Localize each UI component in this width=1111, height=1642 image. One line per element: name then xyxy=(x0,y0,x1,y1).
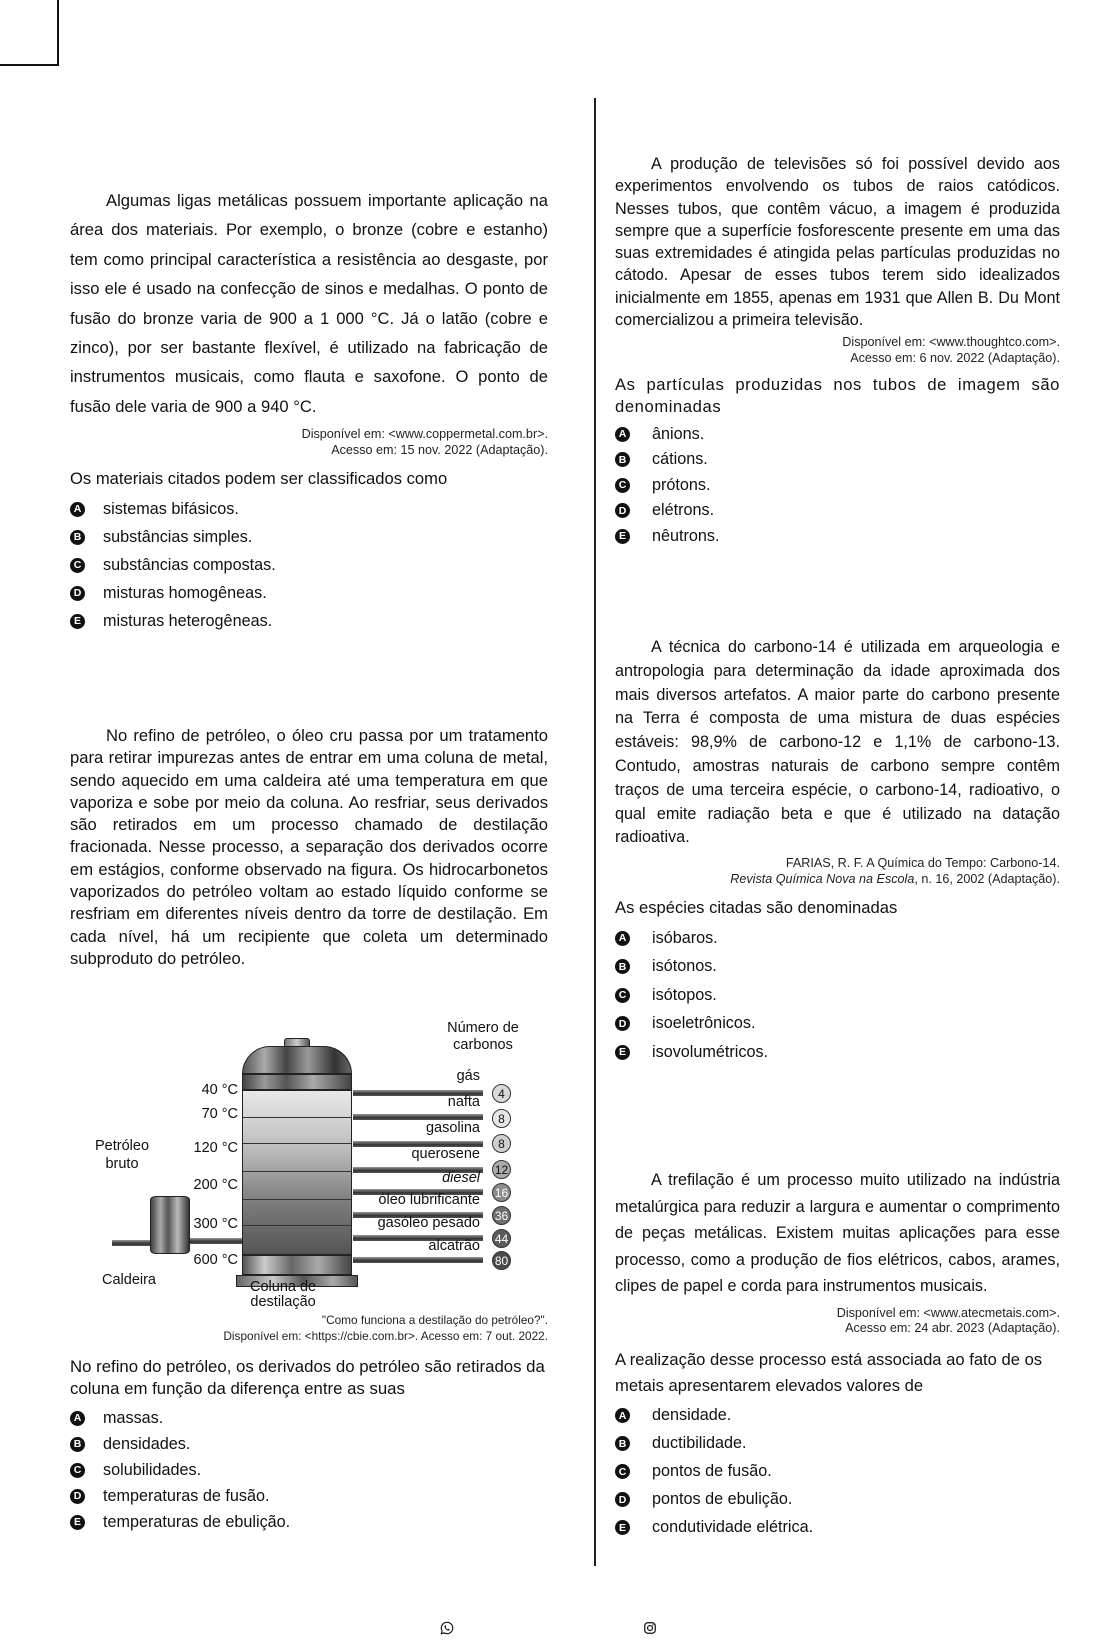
answer-options xyxy=(70,495,548,635)
fraction-label: alcatrão xyxy=(428,1238,480,1254)
column-label: Coluna de destilação xyxy=(250,1279,317,1310)
option-letter-badge: E xyxy=(70,614,85,629)
question-petroleum-refining xyxy=(70,725,548,970)
carbon-count-bubble: 80 xyxy=(492,1251,511,1270)
option-c[interactable] xyxy=(70,1457,548,1483)
question-carbon-14 xyxy=(615,636,1060,1067)
option-e[interactable] xyxy=(615,1038,1060,1067)
option-text: cátions. xyxy=(652,450,708,469)
option-text: isótopos. xyxy=(652,985,717,1004)
boiler-label: Caldeira xyxy=(102,1272,156,1288)
source-line: Revista Química Nova na Escola, n. 16, 2002 (Adaptação). xyxy=(730,871,1060,886)
option-text: sistemas bifásicos. xyxy=(103,499,239,518)
option-letter-badge: B xyxy=(615,452,630,467)
option-b[interactable] xyxy=(70,523,548,551)
question-prompt: As espécies citadas são denominadas xyxy=(615,898,898,918)
fraction-label: gasóleo pesado xyxy=(377,1215,480,1231)
option-letter-badge: A xyxy=(615,427,630,442)
inlet-pipe xyxy=(190,1238,242,1244)
option-text: misturas heterogêneas. xyxy=(103,611,273,630)
question-cathode-rays xyxy=(615,153,1060,549)
question-text: Algumas ligas metálicas possuem importante aplicação na área dos materiais. Por exemplo, o bronze (cobre e estanho) tem como principal característica a resistência ao desgaste, por isso ele é usado na confecção de sinos e medalhas. O ponto de fusão do bronze varia de 900 a 1 000 °C. Já o latão (cobre e zinco), por ser bastante flexível, é utilizado na fabricação de instrumentos musicais, como flauta e saxofone. O ponto de fusão dele varia de 900 a 940 °C. xyxy=(70,191,548,416)
option-letter-badge: D xyxy=(615,1016,630,1031)
temperature-label: 40 °C xyxy=(201,1082,238,1098)
option-text: densidades. xyxy=(103,1434,191,1453)
option-letter-badge: B xyxy=(615,1436,630,1451)
source-line: Disponível em: <www.atecmetais.com>. xyxy=(836,1305,1060,1320)
carbon-count-bubble: 4 xyxy=(492,1084,511,1103)
option-text: massas. xyxy=(103,1408,164,1427)
source-citation xyxy=(615,335,1060,366)
option-text: misturas homogêneas. xyxy=(103,583,267,602)
option-c[interactable] xyxy=(615,1458,1060,1486)
option-text: temperaturas de ebulição. xyxy=(103,1512,291,1531)
boiler-drum xyxy=(150,1196,190,1254)
option-letter-badge: B xyxy=(70,1437,85,1452)
option-b[interactable] xyxy=(615,447,1060,473)
source-line: Disponível em: <https://cbie.com.br>. Acesso em: 7 out. 2022. xyxy=(223,1328,548,1343)
column-divider xyxy=(594,98,596,1566)
carbon-number-header: Número de carbonos xyxy=(447,1020,519,1053)
temperature-label: 70 °C xyxy=(201,1106,238,1122)
fraction-label: óleo lubrificante xyxy=(378,1192,480,1208)
crude-oil-label: Petróleo bruto xyxy=(95,1138,150,1172)
option-text: isoeletrônicos. xyxy=(652,1014,756,1033)
option-d[interactable] xyxy=(615,1010,1060,1039)
question-petroleum-options xyxy=(70,1313,548,1535)
option-e[interactable] xyxy=(70,607,548,635)
answer-options xyxy=(615,924,1060,1067)
inlet-pipe xyxy=(112,1240,152,1246)
option-text: pontos de ebulição. xyxy=(652,1490,793,1508)
option-letter-badge: D xyxy=(70,586,85,601)
page-corner-box xyxy=(0,0,59,66)
tower-cap xyxy=(242,1046,352,1074)
source-line: Acesso em: 6 nov. 2022 (Adaptação). xyxy=(850,350,1060,365)
option-text: isovolumétricos. xyxy=(652,1042,769,1061)
answer-options xyxy=(615,1402,1060,1542)
option-b[interactable] xyxy=(615,1430,1060,1458)
option-text: ânions. xyxy=(652,424,705,443)
option-letter-badge: C xyxy=(615,1464,630,1479)
option-text: condutividade elétrica. xyxy=(652,1518,814,1536)
option-letter-badge: D xyxy=(615,503,630,518)
option-text: pontos de fusão. xyxy=(652,1462,772,1480)
option-letter-badge: B xyxy=(70,530,85,545)
source-line: "Como funciona a destilação do petróleo?". xyxy=(321,1313,548,1327)
option-c[interactable] xyxy=(615,981,1060,1010)
option-letter-badge: E xyxy=(615,1520,630,1535)
source-line: Disponível em: <www.coppermetal.com.br>. xyxy=(301,427,548,442)
option-text: substâncias simples. xyxy=(103,527,253,546)
question-prompt: A realização desse processo está associada ao fato de os metais apresentarem elevados valores de xyxy=(615,1349,1043,1395)
option-letter-badge: C xyxy=(70,1463,85,1478)
option-letter-badge: A xyxy=(70,1411,85,1426)
carbon-count-bubble: 8 xyxy=(492,1109,511,1128)
outlet-pipe xyxy=(353,1257,483,1263)
option-d[interactable] xyxy=(70,579,548,607)
option-b[interactable] xyxy=(70,1431,548,1457)
carbon-count-bubble: 12 xyxy=(492,1160,511,1179)
source-line: Disponível em: <www.thoughtco.com>. xyxy=(842,335,1060,350)
option-d[interactable] xyxy=(615,1486,1060,1514)
fraction-label: querosene xyxy=(411,1146,480,1162)
distillation-tower xyxy=(242,1038,352,1284)
option-letter-badge: E xyxy=(615,1045,630,1060)
question-text: A produção de televisões só foi possível devido aos experimentos envolvendo os tubos de raios catódicos. Nesses tubos, que contêm vácuo, a imagem é produzida sempre que a superfície fosforescente presente em uma das suas extremidades é atingida pelas partículas produzidas no cátodo. Apesar de esses tubos terem sido idealizados inicialmente em 1855, apenas em 1931 que Allen B. Du Mont comercializou a primeira televisão. xyxy=(615,155,1060,330)
option-c[interactable] xyxy=(615,472,1060,498)
question-text: A técnica do carbono-14 é utilizada em arqueologia e antropologia para determinação da idade aproximada dos mais diversos artefatos. A maior parte do carbono presente na Terra é composta de uma mistura de duas espécies estáveis: 98,9% de carbono-12 e 1,1% de carbono-13. Contudo, amostras naturais de carbono sempre contêm traços de uma terceira espécie, o carbono-14, radioativo, o qual emite radiação beta e que é utilizado na datação radioativa. xyxy=(615,638,1060,847)
option-text: elétrons. xyxy=(652,501,715,520)
question-prompt: Os materiais citados podem ser classificados como xyxy=(70,469,448,489)
option-text: nêutrons. xyxy=(652,526,720,545)
source-line: Acesso em: 24 abr. 2023 (Adaptação). xyxy=(845,1321,1060,1335)
source-citation xyxy=(615,856,1060,887)
option-a[interactable] xyxy=(615,924,1060,953)
option-letter-badge: B xyxy=(615,959,630,974)
question-text: No refino de petróleo, o óleo cru passa por um tratamento para retirar impurezas antes de entrar em uma coluna de metal, sendo aquecido em uma caldeira até uma temperatura em que vaporiza e sobe por meio da coluna. Ao resfriar, seus derivados são retirados em um processo chamado de destilação fracionada. Nesse processo, a separação dos derivados ocorre em estágios, conforme observado na figura. Os hidrocarbonetos vaporizados do petróleo voltam ao estado líquido conforme se resfriam em diferentes níveis dentro da torre de destilação. Em cada nível, há um recipiente que coleta um determinado subproduto do petróleo. xyxy=(70,726,548,968)
option-letter-badge: D xyxy=(70,1489,85,1504)
option-letter-badge: A xyxy=(70,502,85,517)
option-letter-badge: A xyxy=(615,1408,630,1423)
option-d[interactable] xyxy=(615,498,1060,524)
temperature-label: 300 °C xyxy=(193,1216,238,1232)
fraction-label: diesel xyxy=(442,1170,480,1186)
option-a[interactable] xyxy=(615,1402,1060,1430)
carbon-count-bubble: 16 xyxy=(492,1183,511,1202)
whatsapp-icon[interactable] xyxy=(440,1621,454,1635)
option-letter-badge: E xyxy=(615,529,630,544)
option-text: prótons. xyxy=(652,475,711,494)
answer-options xyxy=(70,1405,548,1535)
option-a[interactable] xyxy=(615,421,1060,447)
question-prompt: As partículas produzidas nos tubos de imagem são denominadas xyxy=(615,375,1060,417)
option-text: substâncias compostas. xyxy=(103,555,276,574)
question-wire-drawing xyxy=(615,1167,1060,1542)
temperature-label: 120 °C xyxy=(193,1140,238,1156)
source-line: FARIAS, R. F. A Química do Tempo: Carbono-14. xyxy=(785,856,1060,871)
option-letter-badge: C xyxy=(615,478,630,493)
fraction-label: nafta xyxy=(447,1094,480,1110)
source-citation xyxy=(70,1313,548,1344)
option-e[interactable] xyxy=(70,1509,548,1535)
distillation-column-figure xyxy=(90,1010,560,1310)
option-text: densidade. xyxy=(652,1406,732,1424)
tower-band xyxy=(242,1074,352,1090)
source-citation xyxy=(70,427,548,458)
option-text: temperaturas de fusão. xyxy=(103,1486,270,1505)
option-a[interactable] xyxy=(70,495,548,523)
question-text: A trefilação é um processo muito utilizado na indústria metalúrgica para reduzir a largura e aumentar o comprimento de peças metálicas. Existem muitas aplicações para esse processo, como a produção de fios elétricos, cabos, arames, clipes de papel e corda para instrumentos musicais. xyxy=(615,1171,1060,1295)
option-text: ductibilidade. xyxy=(652,1434,747,1452)
temperature-label: 200 °C xyxy=(193,1177,238,1193)
carbon-count-bubble: 8 xyxy=(492,1134,511,1153)
tower-bottom xyxy=(242,1255,352,1275)
question-alloys xyxy=(70,186,548,635)
source-line: Acesso em: 15 nov. 2022 (Adaptação). xyxy=(331,442,548,457)
option-letter-badge: E xyxy=(70,1515,85,1530)
instagram-icon[interactable] xyxy=(643,1621,657,1635)
option-letter-badge: C xyxy=(70,558,85,573)
option-letter-badge: C xyxy=(615,988,630,1003)
option-c[interactable] xyxy=(70,551,548,579)
option-d[interactable] xyxy=(70,1483,548,1509)
fraction-label: gasolina xyxy=(425,1120,480,1136)
fraction-label: gás xyxy=(456,1068,480,1084)
question-prompt: No refino do petróleo, os derivados do petróleo são retirados da coluna em função da diferença entre as suas xyxy=(70,1357,545,1398)
option-b[interactable] xyxy=(615,953,1060,982)
option-text: isóbaros. xyxy=(652,928,718,947)
option-text: solubilidades. xyxy=(103,1460,202,1479)
option-e[interactable] xyxy=(615,523,1060,549)
tower-body xyxy=(242,1090,352,1255)
carbon-count-bubble: 44 xyxy=(492,1229,511,1248)
option-e[interactable] xyxy=(615,1514,1060,1542)
carbon-count-bubble: 36 xyxy=(492,1206,511,1225)
option-letter-badge: A xyxy=(615,931,630,946)
option-text: isótonos. xyxy=(652,957,717,976)
temperature-label: 600 °C xyxy=(193,1252,238,1268)
answer-options xyxy=(615,421,1060,549)
option-a[interactable] xyxy=(70,1405,548,1431)
option-letter-badge: D xyxy=(615,1492,630,1507)
source-citation xyxy=(615,1306,1060,1337)
